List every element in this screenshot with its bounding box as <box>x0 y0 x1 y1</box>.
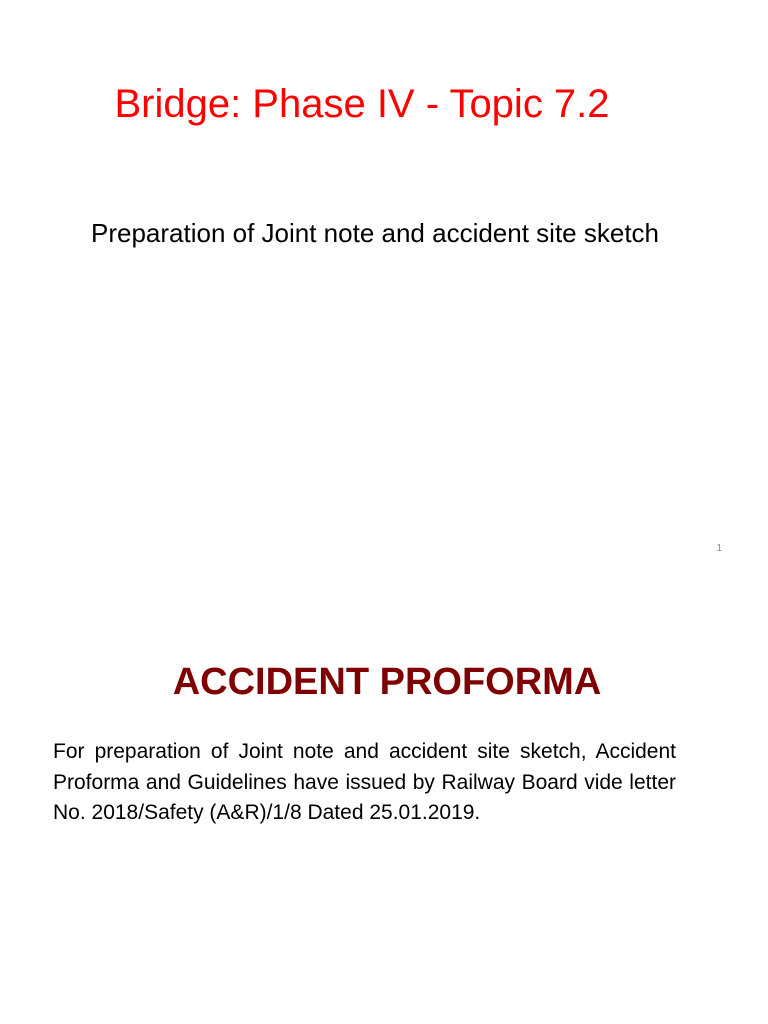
slide-2 <box>0 576 768 1024</box>
slide-subtitle: Preparation of Joint note and accident site sketch <box>90 218 659 248</box>
slide-heading: ACCIDENT PROFORMA <box>172 661 602 703</box>
slide-number: 1 <box>716 543 722 554</box>
slide-body-text: For preparation of Joint note and accident site sketch, Accident Proforma and Guidelines have issued by Railway Board vide letter No. 2018/Safety (A&R)/1/8 Dated 25.01.2019. <box>53 740 676 824</box>
slide-title: Bridge: Phase IV - Topic 7.2 <box>114 82 610 126</box>
